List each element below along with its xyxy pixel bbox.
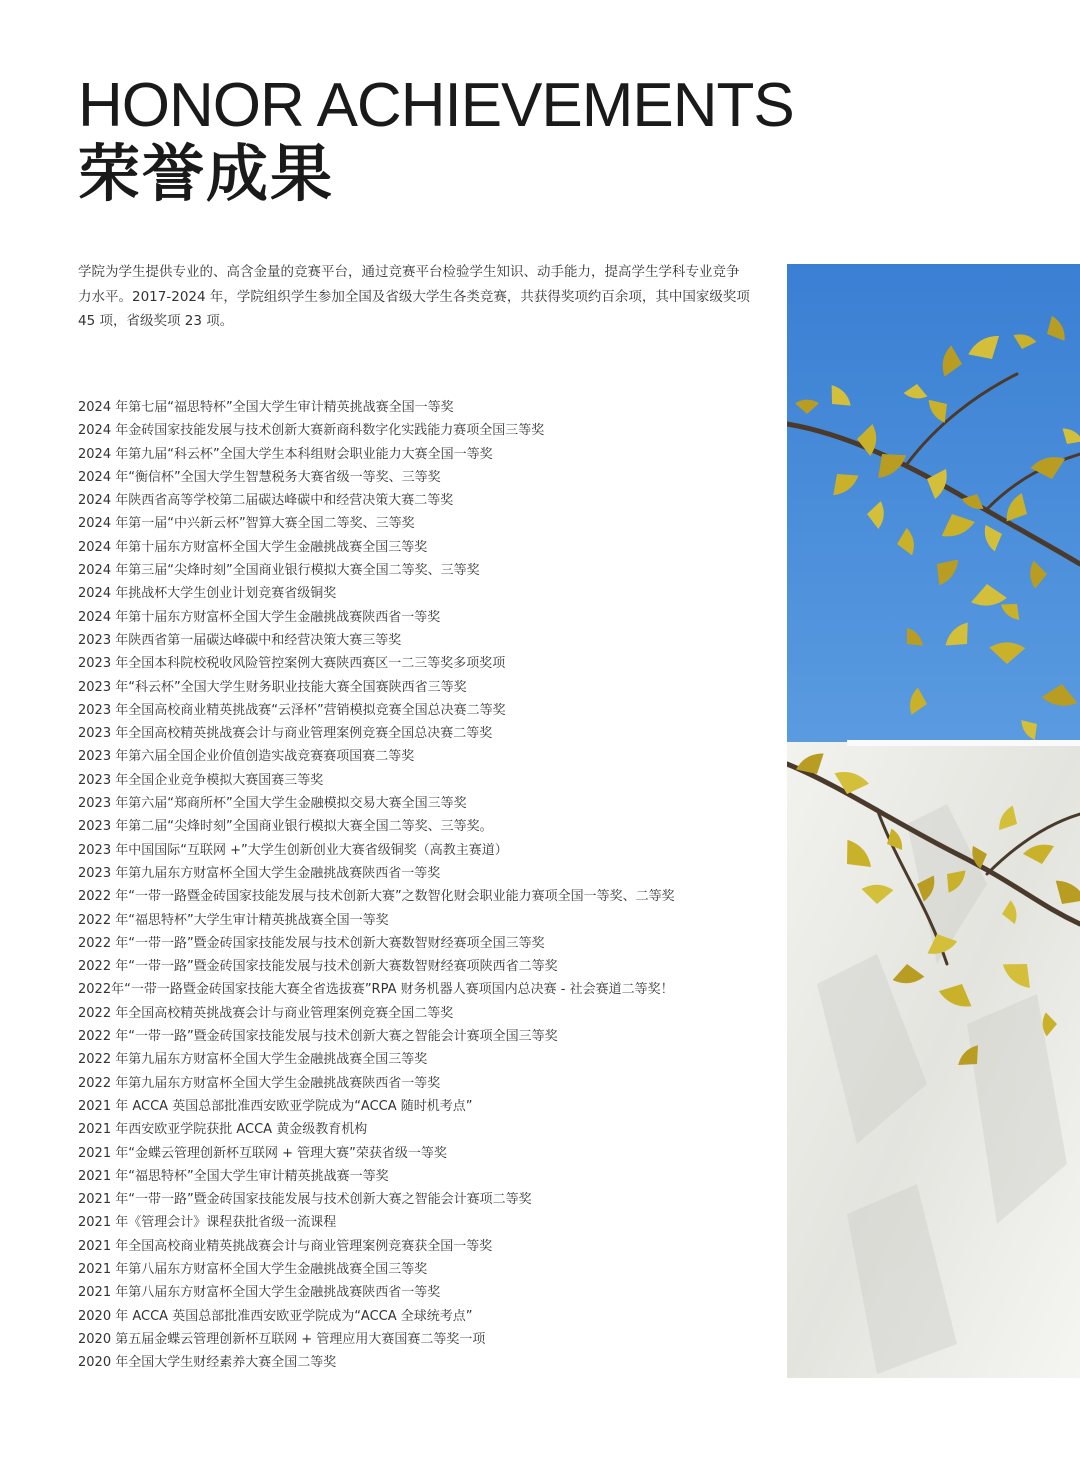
achievement-item: 2023 年全国高校商业精英挑战赛“云泽杯”营销模拟竞赛全国总决赛二等奖 — [78, 702, 506, 718]
achievement-item: 2022 年“一带一路”暨金砖国家技能发展与技术创新大赛数智财经赛项陕西省二等奖 — [78, 959, 558, 975]
achievement-item: 2022 年“一带一路”暨金砖国家技能发展与技术创新大赛数智财经赛项全国三等奖 — [78, 935, 545, 951]
intro-paragraph: 学院为学生提供专业的、高含金量的竞赛平台，通过竞赛平台检验学生知识、动手能力，提高学生学科专业竞争力水平。2017-2024 年，学院组织学生参加全国及省级大学生各类竞赛，共获得奖项约百余项，其中国家级奖项 45 项，省级奖项 23 项。 — [78, 264, 750, 329]
achievement-item: 2023 年全国企业竞争模拟大赛国赛三等奖 — [78, 772, 324, 788]
achievement-item: 2022 年“一带一路暨金砖国家技能发展与技术创新大赛”之数智化财会职业能力赛项全国一等奖、二等奖 — [78, 889, 675, 905]
sky — [787, 264, 1080, 744]
achievement-item: 2023 年第六届“郑商所杯”全国大学生金融模拟交易大赛全国三等奖 — [78, 796, 467, 812]
achievement-item: 2023 年全国高校精英挑战赛会计与商业管理案例竞赛全国总决赛二等奖 — [78, 726, 493, 742]
achievement-item: 2023 年全国本科院校税收风险管控案例大赛陕西赛区一二三等奖多项奖项 — [78, 656, 506, 672]
achievement-item: 2020 年 ACCA 英国总部批准西安欧亚学院成为“ACCA 全球统考点” — [78, 1308, 473, 1324]
achievement-item: 2021 年“金蝶云管理创新杯互联网 + 管理大赛”荣获省级一等奖 — [78, 1145, 447, 1161]
achievement-item: 2024 年挑战杯大学生创业计划竞赛省级铜奖 — [78, 586, 337, 602]
achievement-item: 2021 年 ACCA 英国总部批准西安欧亚学院成为“ACCA 随时机考点” — [78, 1098, 473, 1114]
achievement-item: 2024 年第七届“福思特杯”全国大学生审计精英挑战赛全国一等奖 — [78, 400, 454, 415]
achievement-item: 2024 年第九届“科云杯”全国大学生本科组财会职业能力大赛全国一等奖 — [78, 446, 493, 462]
achievement-item: 2020 年全国大学生财经素养大赛全国二等奖 — [78, 1355, 337, 1371]
achievement-item: 2022 年“一带一路”暨金砖国家技能发展与技术创新大赛之智能会计赛项全国三等奖 — [78, 1029, 558, 1045]
achievement-item: 2020 第五届金蝶云管理创新杯互联网 + 管理应用大赛国赛二等奖一项 — [78, 1331, 486, 1347]
achievement-item: 2023 年“科云杯”全国大学生财务职业技能大赛全国赛陕西省三等奖 — [78, 679, 467, 695]
achievement-item: 2022年“一带一路暨金砖国家技能大赛全省选拔赛”RPA 财务机器人赛项国内总决赛 - 社会赛道二等奖！ — [78, 982, 674, 998]
achievement-item: 2023 年第二届“尖烽时刻”全国商业银行模拟大赛全国二等奖、三等奖。 — [78, 819, 493, 835]
achievement-item: 2024 年第三届“尖烽时刻”全国商业银行模拟大赛全国二等奖、三等奖 — [78, 563, 480, 579]
achievement-item: 2024 年第一届“中兴新云杯”智算大赛全国二等奖、三等奖 — [78, 516, 415, 532]
wall-top-edge — [847, 740, 1080, 746]
achievement-item: 2022 年“福思特杯”大学生审计精英挑战赛全国一等奖 — [78, 912, 389, 928]
achievement-item: 2021 年《管理会计》课程获批省级一流课程 — [78, 1215, 337, 1231]
achievement-item: 2021 年“福思特杯”全国大学生审计精英挑战赛一等奖 — [78, 1168, 389, 1184]
achievement-item: 2022 年第九届东方财富杯全国大学生金融挑战赛全国三等奖 — [78, 1052, 428, 1068]
achievement-item: 2021 年西安欧亚学院获批 ACCA 黄金级教育机构 — [78, 1122, 368, 1138]
achievement-list — [78, 396, 758, 1374]
achievement-item: 2023 年第六届全国企业价值创造实战竞赛赛项国赛二等奖 — [78, 749, 415, 765]
achievement-item: 2024 年陕西省高等学校第二届碳达峰碳中和经营决策大赛二等奖 — [78, 493, 454, 509]
achievement-item: 2023 年中国国际“互联网 +”大学生创新创业大赛省级铜奖（高教主赛道） — [78, 842, 508, 858]
achievement-item: 2024 年“衡信杯”全国大学生智慧税务大赛省级一等奖、三等奖 — [78, 469, 441, 485]
achievement-item: 2024 年金砖国家技能发展与技术创新大赛新商科数字化实践能力赛项全国三等奖 — [78, 423, 545, 439]
achievement-item: 2021 年第八届东方财富杯全国大学生金融挑战赛全国三等奖 — [78, 1261, 428, 1277]
achievement-item: 2022 年第九届东方财富杯全国大学生金融挑战赛陕西省一等奖 — [78, 1075, 441, 1091]
achievement-item: 2022 年全国高校精英挑战赛会计与商业管理案例竞赛全国二等奖 — [78, 1005, 454, 1021]
achievement-item: 2024 年第十届东方财富杯全国大学生金融挑战赛陕西省一等奖 — [78, 609, 441, 625]
achievement-item: 2023 年陕西省第一届碳达峰碳中和经营决策大赛三等奖 — [78, 632, 402, 648]
ginkgo-photo — [787, 264, 1080, 1378]
page-title-chinese: 荣誉成果 — [78, 137, 335, 210]
page-title-english: HONOR ACHIEVEMENTS — [78, 71, 794, 140]
achievement-item: 2024 年第十届东方财富杯全国大学生金融挑战赛全国三等奖 — [78, 539, 428, 555]
achievement-item: 2023 年第九届东方财富杯全国大学生金融挑战赛陕西省一等奖 — [78, 865, 441, 881]
achievement-item: 2021 年全国高校商业精英挑战赛会计与商业管理案例竞赛获全国一等奖 — [78, 1238, 493, 1254]
achievement-item: 2021 年“一带一路”暨金砖国家技能发展与技术创新大赛之智能会计赛项二等奖 — [78, 1192, 532, 1208]
achievement-item: 2021 年第八届东方财富杯全国大学生金融挑战赛陕西省一等奖 — [78, 1285, 441, 1301]
